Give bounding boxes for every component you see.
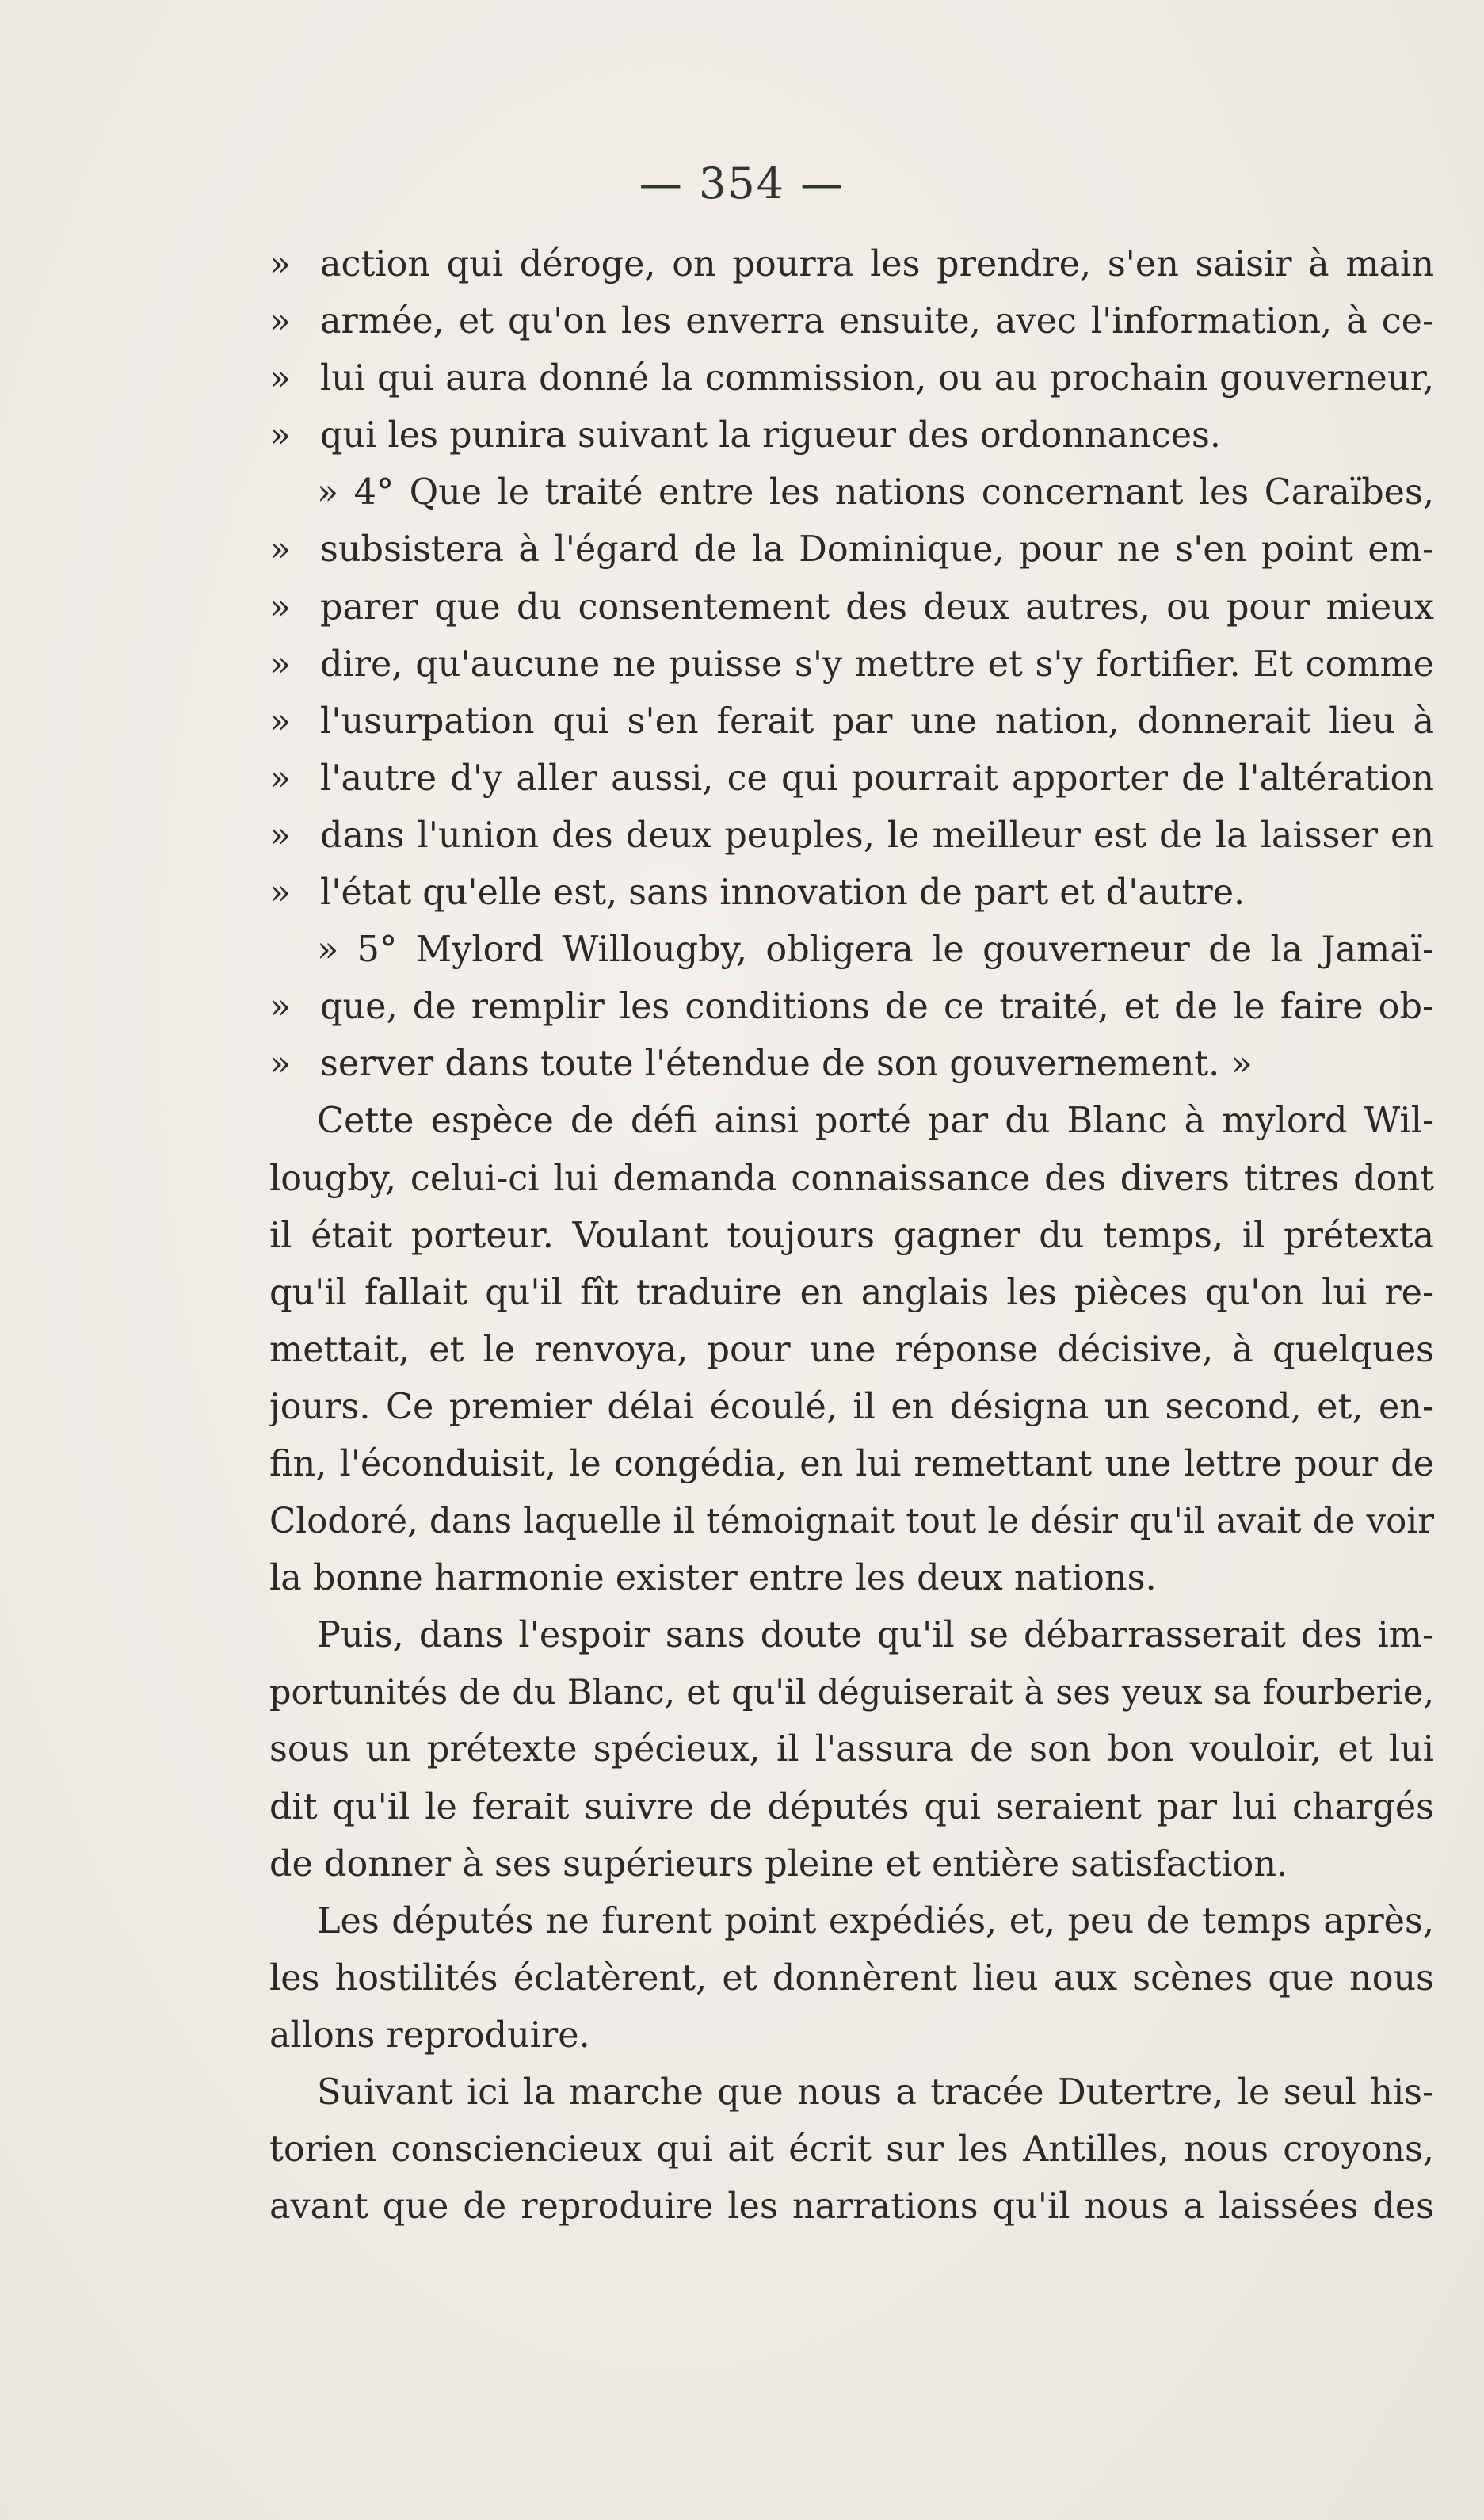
text-line: Cette espèce de défi ainsi porté par du Blanc à mylord Wil-	[317, 1101, 1434, 1142]
text-line: avant que de reproduire les narrations qu'il nous a laissées des	[269, 2186, 1434, 2228]
text-line: Puis, dans l'espoir sans doute qu'il se débarrasserait des im-	[317, 1615, 1434, 1656]
text-line: » dire, qu'aucune ne puisse s'y mettre et s'y fortifier. Et comme	[269, 636, 1434, 693]
text-line: dit qu'il le ferait suivre de députés qui seraient par lui chargés	[269, 1786, 1434, 1827]
text-line: portunités de du Blanc, et qu'il déguiserait à ses yeux sa fourberie,	[269, 1673, 1434, 1713]
text-line: la bonne harmonie exister entre les deux nations.	[269, 1558, 1157, 1599]
text-line: » qui les punira suivant la rigueur des ordonnances.	[269, 407, 1434, 464]
text-line: » l'usurpation qui s'en ferait par une nation, donnerait lieu à	[269, 693, 1434, 750]
text-line: les hostilités éclatèrent, et donnèrent lieu aux scènes que nous	[269, 1957, 1434, 1999]
page-number: — 354 —	[639, 158, 845, 208]
text-line: » 5° Mylord Willougby, obligera le gouverneur de la Jamaï-	[317, 930, 1434, 971]
text-line: jours. Ce premier délai écoulé, il en désigna un second, et, en-	[269, 1386, 1434, 1427]
text-line: Clodoré, dans laquelle il témoignait tout le désir qu'il avait de voir	[269, 1502, 1434, 1542]
text-line: » server dans toute l'étendue de son gouvernement. »	[269, 1036, 1434, 1093]
text-line: » 4° Que le traité entre les nations concernant les Caraïbes,	[317, 472, 1434, 514]
text-line: qu'il fallait qu'il fît traduire en anglais les pièces qu'on lui re-	[269, 1272, 1434, 1313]
text-line: fin, l'éconduisit, le congédia, en lui remettant une lettre pour de	[269, 1443, 1434, 1484]
text-line: » l'état qu'elle est, sans innovation de part et d'autre.	[269, 865, 1434, 922]
text-line: sous un prétexte spécieux, il l'assura de son bon vouloir, et lui	[269, 1729, 1434, 1770]
text-line: » lui qui aura donné la commission, ou au prochain gouverneur,	[269, 350, 1434, 407]
text-line: de donner à ses supérieurs pleine et entière satisfaction.	[269, 1843, 1288, 1884]
text-line: mettait, et le renvoya, pour une réponse décisive, à quelques	[269, 1329, 1434, 1370]
text-line: Suivant ici la marche que nous a tracée Dutertre, le seul his-	[317, 2072, 1434, 2113]
text-line: Les députés ne furent point expédiés, et, peu de temps après,	[317, 1900, 1434, 1942]
text-line: » dans l'union des deux peuples, le meilleur est de la laisser en	[269, 808, 1434, 865]
text-line: lougby, celui-ci lui demanda connaissance des divers titres dont	[269, 1158, 1434, 1199]
text-line: » armée, et qu'on les enverra ensuite, avec l'information, à ce-	[269, 293, 1434, 350]
text-line: allons reproduire.	[269, 2014, 590, 2056]
text-line: il était porteur. Voulant toujours gagner du temps, il prétexta	[269, 1215, 1434, 1256]
body-text	[269, 236, 1434, 2236]
text-line: » action qui déroge, on pourra les prendre, s'en saisir à main	[269, 236, 1434, 293]
text-line: » que, de remplir les conditions de ce traité, et de le faire ob-	[269, 979, 1434, 1036]
text-line: » l'autre d'y aller aussi, ce qui pourrait apporter de l'altération	[269, 750, 1434, 808]
text-line: » subsistera à l'égard de la Dominique, pour ne s'en point em-	[269, 521, 1434, 578]
text-line: » parer que du consentement des deux autres, ou pour mieux	[269, 579, 1434, 636]
text-line: torien consciencieux qui ait écrit sur les Antilles, nous croyons,	[269, 2129, 1434, 2171]
